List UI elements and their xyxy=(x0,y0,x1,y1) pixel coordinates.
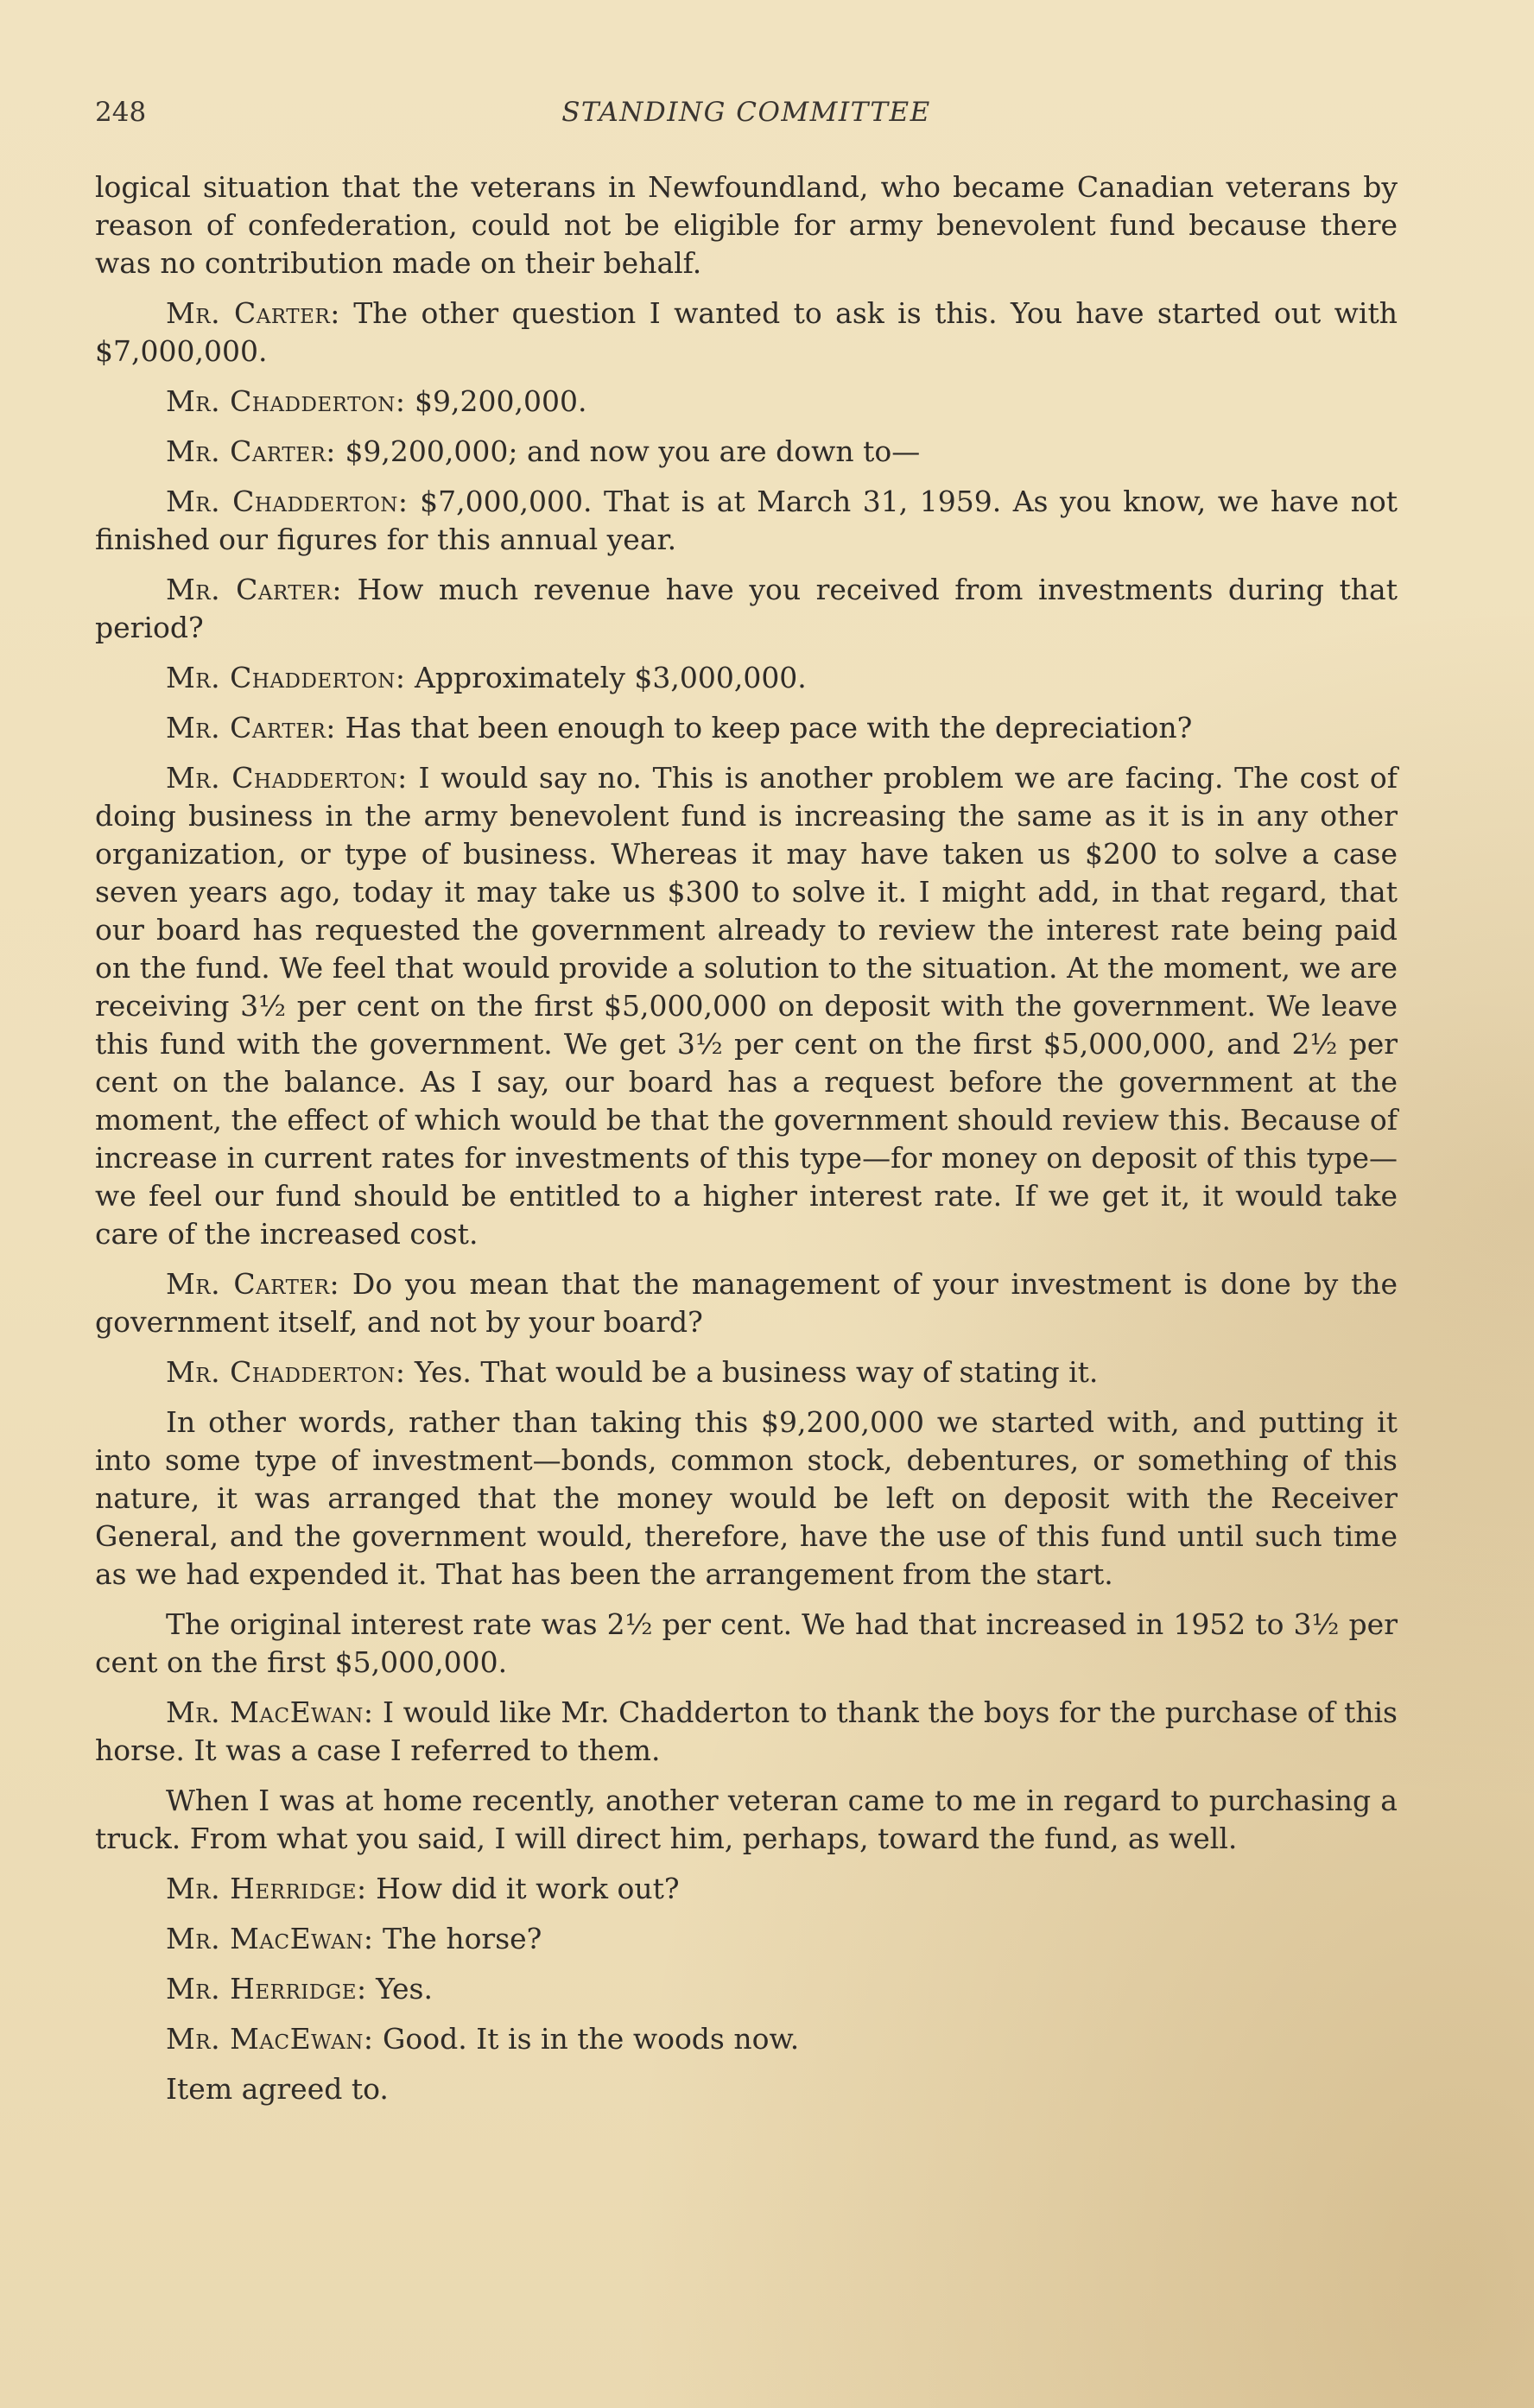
paragraph-text: I would say no. This is another problem we are facing. The cost of doing business in the army benevolent fund is increasing the same as it is in any other organization, or type of business. Whereas it may have taken us $200 to solve a case seven years ago, today it may take us $300 to solve it. I might add, in that regard, that our board has requested the government already to review the interest rate being paid on the fund. We feel that would provide a solution to the situation. At the moment, we are receiving 3½ per cent on the first $5,000,000 on deposit with the government. We leave this fund with the government. We get 3½ per cent on the first $5,000,000, and 2½ per cent on the balance. As I say, our board has a request before the government at the moment, the effect of which would be that the government should review this. Because of increase in current rates for investments of this type—for money on deposit of this type—we feel our fund should be entitled to a higher interest rate. If we get it, it would take care of the increased cost. xyxy=(95,761,1398,1251)
paragraph-text: $9,200,000. xyxy=(415,384,587,418)
paragraph xyxy=(95,1694,1398,1770)
paragraph xyxy=(95,2020,1398,2058)
paragraph-text: Has that been enough to keep pace with the depreciation? xyxy=(345,711,1193,745)
paragraph xyxy=(95,709,1398,747)
page-number: 248 xyxy=(95,97,147,128)
paragraph-text: Good. It is in the woods now. xyxy=(383,2022,800,2056)
paragraph xyxy=(95,1920,1398,1958)
paragraph-text: The other question I wanted to ask is this. You have started out with $7,000,000. xyxy=(95,296,1398,368)
closing-line: Item agreed to. xyxy=(166,2072,389,2106)
page-header xyxy=(95,93,1398,136)
speaker-name: Mr. Chadderton: xyxy=(166,761,408,795)
paragraph xyxy=(95,571,1398,647)
paragraph-text: logical situation that the veterans in Newfoundland, who became Canadian veterans by reason of confederation, could not be eligible for army benevolent fund because there was no contribution made on their behalf. xyxy=(95,170,1398,280)
paragraph xyxy=(95,1782,1398,1858)
paragraph-text: Yes. That would be a business way of stating it. xyxy=(415,1355,1099,1389)
paragraph-text: Yes. xyxy=(376,1972,433,2006)
paragraph xyxy=(95,1265,1398,1341)
paragraph xyxy=(95,1870,1398,1908)
speaker-name: Mr. Carter: xyxy=(166,711,336,745)
transcript-body xyxy=(95,168,1398,2120)
speaker-name: Mr. Carter: xyxy=(166,296,340,330)
speaker-name: Mr. Chadderton: xyxy=(166,661,406,694)
paragraph-text: How did it work out? xyxy=(376,1872,680,1905)
paragraph xyxy=(95,1970,1398,2008)
speaker-name: Mr. MacEwan: xyxy=(166,2022,374,2056)
paragraph-text: When I was at home recently, another veteran came to me in regard to purchasing a truck. From what you said, I will direct him, perhaps, toward the fund, as well. xyxy=(95,1784,1398,1855)
speaker-name: Mr. Herridge: xyxy=(166,1872,367,1905)
speaker-name: Mr. Carter: xyxy=(166,573,342,606)
paragraph-text: $9,200,000; and now you are down to— xyxy=(345,434,921,468)
paragraph-text: $7,000,000. That is at March 31, 1959. As you know, we have not finished our figures for this annual year. xyxy=(95,485,1398,556)
speaker-name: Mr. Carter: xyxy=(166,434,336,468)
paragraph-text: The original interest rate was 2½ per cent. We had that increased in 1952 to 3½ per cent on the first $5,000,000. xyxy=(95,1607,1398,1679)
paragraph xyxy=(95,659,1398,697)
speaker-name: Mr. Chadderton: xyxy=(166,384,406,418)
paragraph xyxy=(95,383,1398,421)
speaker-name: Mr. MacEwan: xyxy=(166,1922,374,1955)
paragraph xyxy=(95,433,1398,471)
speaker-name: Mr. Herridge: xyxy=(166,1972,367,2006)
paragraph-text: In other words, rather than taking this $9,200,000 we started with, and putting it into some type of investment—bonds, common stock, debentures, or something of this nature, it was arranged that the money would be left on deposit with the Receiver General, and the government would, therefore, have the use of this fund until such time as we had expended it. That has been the arrangement from the start. xyxy=(95,1405,1398,1591)
paragraph xyxy=(95,168,1398,282)
speaker-name: Mr. Carter: xyxy=(166,1267,340,1301)
speaker-name: Mr. Chadderton: xyxy=(166,1355,406,1389)
running-title: STANDING COMMITTEE xyxy=(561,97,931,128)
paragraph xyxy=(95,759,1398,1253)
paragraph-text: Approximately $3,000,000. xyxy=(415,661,807,694)
paragraph-text: I would like Mr. Chadderton to thank the boys for the purchase of this horse. It was a case I referred to them. xyxy=(95,1695,1398,1767)
paragraph xyxy=(95,1404,1398,1594)
paragraph xyxy=(95,1606,1398,1682)
speaker-name: Mr. Chadderton: xyxy=(166,485,409,518)
paragraph xyxy=(95,483,1398,559)
paragraph-text: Do you mean that the management of your investment is done by the government itself, and not by your board? xyxy=(95,1267,1398,1339)
paragraph-text: The horse? xyxy=(383,1922,542,1955)
paragraph-text: How much revenue have you received from investments during that period? xyxy=(95,573,1398,644)
paragraph xyxy=(95,1353,1398,1391)
speaker-name: Mr. MacEwan: xyxy=(166,1695,374,1729)
paragraph xyxy=(95,295,1398,371)
